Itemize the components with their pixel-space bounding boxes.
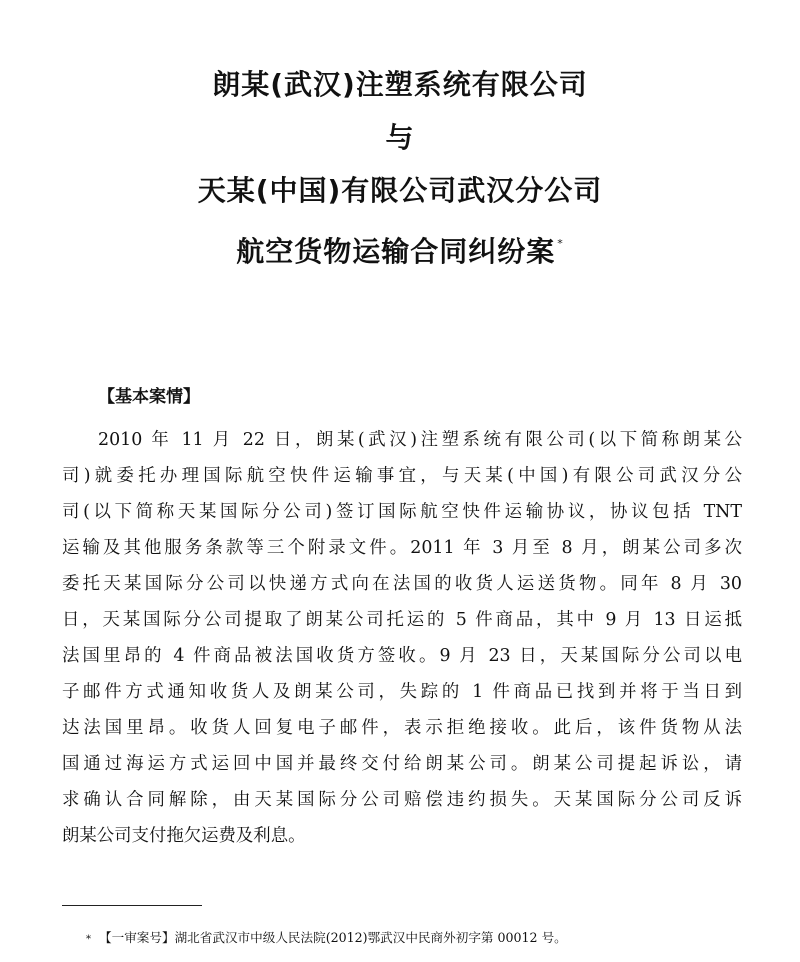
- title-line-conjunction: 与: [385, 121, 415, 154]
- paragraph-line: 司)就委托办理国际航空快件运输事宜，与天某(中国)有限公司武汉分公: [62, 466, 742, 486]
- paragraph-line: 委托天某国际分公司以快递方式向在法国的收货人运送货物。同年 8 月 30: [62, 574, 742, 594]
- paragraph-line: 司(以下简称天某国际分公司)签订国际航空快件运输协议，协议包括 TNT: [62, 502, 742, 522]
- title-line-plaintiff: 朗某(武汉)注塑系统有限公司: [212, 68, 588, 101]
- title-line-defendant: 天某(中国)有限公司武汉分公司: [197, 174, 603, 207]
- paragraph-line: 国通过海运方式运回中国并最终交付给朗某公司。朗某公司提起诉讼，请: [62, 754, 742, 774]
- paragraph-line: 子邮件方式通知收货人及朗某公司，失踪的 1 件商品已找到并将于当日到: [62, 682, 742, 702]
- case-title: [0, 58, 800, 278]
- paragraph-line: 达法国里昂。收货人回复电子邮件，表示拒绝接收。此后，该件货物从法: [62, 718, 742, 738]
- paragraph-line: 运输及其他服务条款等三个附录文件。2011 年 3 月至 8 月，朗某公司多次: [62, 538, 742, 558]
- title-footnote-mark: *: [557, 237, 564, 250]
- paragraph-line: 求确认合同解除，由天某国际分公司赔偿违约损失。天某国际分公司反诉: [62, 790, 742, 810]
- title-line-case-type: [0, 217, 800, 278]
- paragraph-line: 日，天某国际分公司提取了朗某公司托运的 5 件商品，其中 9 月 13 日运抵: [62, 610, 742, 630]
- title-case-type-text: 航空货物运输合同纠纷案: [236, 235, 556, 268]
- footnote: [86, 929, 567, 949]
- case-facts-paragraph: [62, 422, 742, 854]
- paragraph-line: 朗某公司支付拖欠运费及利息。: [62, 826, 306, 846]
- paragraph-line: 法国里昂的 4 件商品被法国收货方签收。9 月 23 日，天某国际分公司以电: [62, 646, 742, 666]
- footnote-divider: [62, 905, 202, 906]
- section-heading-basic-facts: 【基本案情】: [98, 387, 200, 407]
- footnote-text: 【一审案号】湖北省武汉市中级人民法院(2012)鄂武汉中民商外初字第 00012 号。: [99, 930, 567, 945]
- footnote-mark: *: [86, 934, 91, 945]
- paragraph-line: 2010 年 11 月 22 日，朗某(武汉)注塑系统有限公司(以下简称朗某公: [98, 430, 742, 450]
